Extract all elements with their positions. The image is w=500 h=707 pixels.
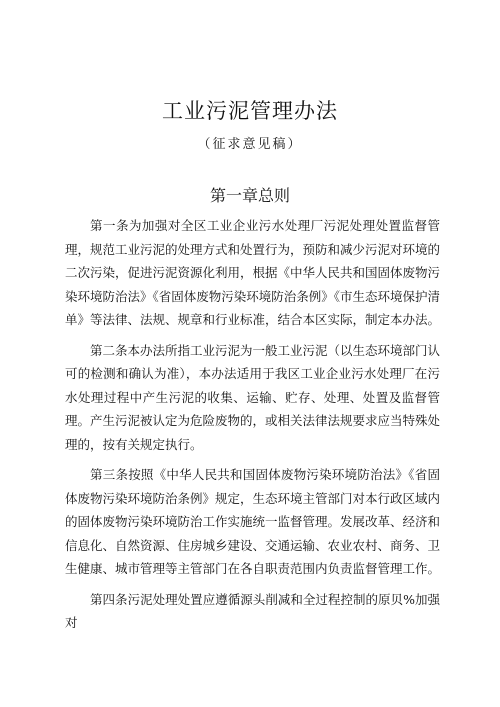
article-1: 第一条为加强对全区工业企业污水处理厂污泥处理处置监督管理，规范工业污泥的处理方式和处置行为，预防和减少污泥对环境的二次污染，促进污泥资源化利用，根据《中华人民共和国固体废物污染环境防治法》《省固体废物污染环境防治条例》《市生态环境保护清单》等法律、法规、规章和行业标准，结合本区实际，制定本办法。 [65,218,441,327]
chapter-heading: 第一章总则 [209,186,290,205]
article-4: 第四条污泥处理处置应遵循源头削减和全过程控制的原贝%加强对 [65,591,440,630]
article-2: 第二条本办法所指工业污泥为一般工业污泥（以生态环境部门认可的检测和确认为准），本办法适用于我区工业企业污水处理厂在污水处理过程中产生污泥的收集、运输、贮存、处理、处置及监督管理。产生污泥被认定为危险废物的，或相关法律法规要求应当特殊处理的，按有关规定执行。 [65,342,441,452]
document-body [65,214,440,642]
document-subtitle: （征求意见稿） [197,137,303,152]
document-title: 工业污泥管理办法 [162,99,338,123]
article-3: 第三条按照《中华人民共和国固体废物污染环境防治法》《省固体废物污染环境防治条例》规定，生态环境主管部门对本行政区域内的固体废物污染环境防治工作实施统一监督管理。发展改革、经济和信息化、自然资源、住房城乡建设、交通运输、农业农村、商务、卫生健康、城市管理等主管部门在各自职责范围内负责监督管理工作。 [65,467,441,576]
